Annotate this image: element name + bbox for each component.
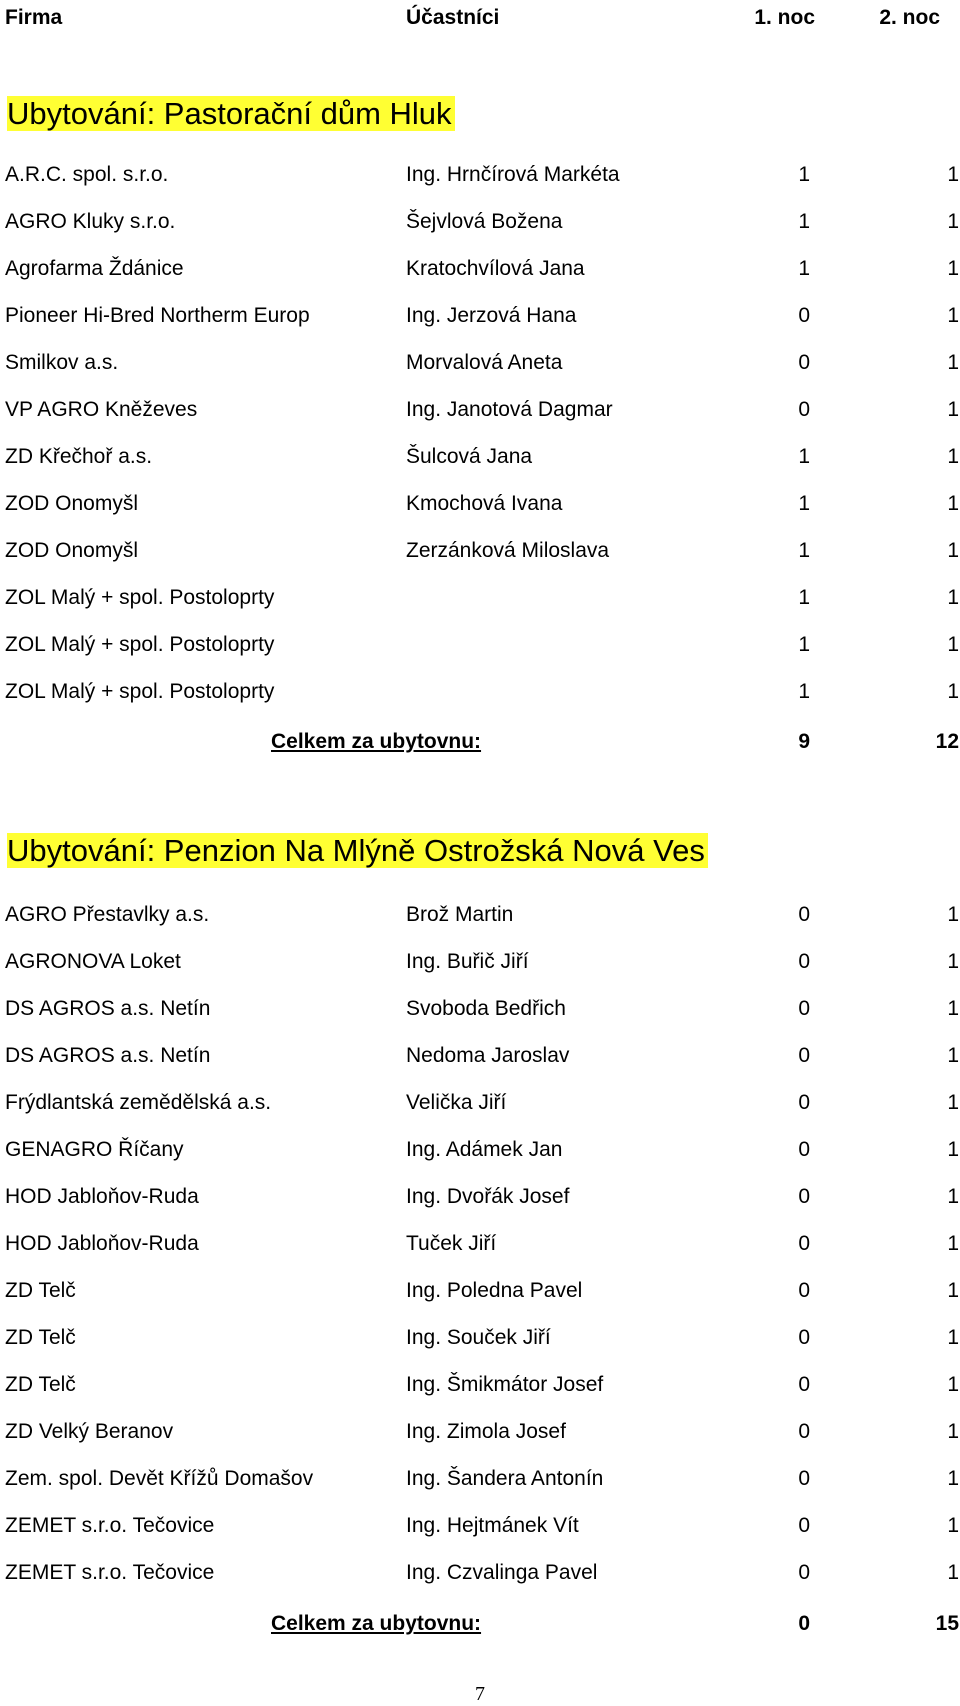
table-row [0,1417,960,1447]
person-cell: Ing. Hejtmánek Vít [406,1514,579,1537]
section-1-total [0,727,960,757]
person-cell: Šulcová Jana [406,445,533,468]
total-night2: 12 [935,730,959,753]
person-cell: Ing. Šmikmátor Josef [406,1373,604,1396]
person-cell: Ing. Czvalinga Pavel [406,1561,598,1584]
person-cell: Velička Jiří [406,1091,507,1114]
person-cell: Ing. Buřič Jiří [406,950,529,973]
night1-cell: 0 [798,1420,810,1443]
night1-cell: 0 [798,997,810,1020]
person-cell: Morvalová Aneta [406,351,563,374]
night1-cell: 0 [798,1232,810,1255]
night1-cell: 0 [798,903,810,926]
night2-cell: 1 [947,1185,959,1208]
table-row [0,583,960,613]
night1-cell: 0 [798,1326,810,1349]
table-row [0,1323,960,1353]
night1-cell: 1 [798,163,810,186]
section-title-2 [5,831,710,871]
night2-cell: 1 [947,633,959,656]
night1-cell: 0 [798,398,810,421]
firm-cell: HOD Jabloňov-Ruda [5,1185,199,1208]
night1-cell: 0 [798,950,810,973]
table-row [0,301,960,331]
person-cell: Ing. Adámek Jan [406,1138,563,1161]
night2-cell: 1 [947,680,959,703]
night2-cell: 1 [947,1514,959,1537]
night2-cell: 1 [947,1232,959,1255]
firm-cell: ZD Telč [5,1373,76,1396]
table-row [0,1558,960,1588]
table-row [0,395,960,425]
firm-cell: Agrofarma Ždánice [5,257,184,280]
night2-cell: 1 [947,1326,959,1349]
night2-cell: 1 [947,210,959,233]
night1-cell: 1 [798,257,810,280]
table-row [0,1041,960,1071]
night1-cell: 0 [798,1185,810,1208]
night1-cell: 0 [798,1467,810,1490]
page-number: 7 [475,1683,485,1705]
night1-cell: 1 [798,492,810,515]
night2-cell: 1 [947,492,959,515]
table-row [0,1088,960,1118]
firm-cell: Zem. spol. Devět Křížů Domašov [5,1467,314,1490]
night2-cell: 1 [947,1373,959,1396]
table-row [0,677,960,707]
total-label: Celkem za ubytovnu: [271,730,482,753]
firm-cell: ZOL Malý + spol. Postoloprty [5,633,275,656]
night2-cell: 1 [947,950,959,973]
night1-cell: 0 [798,304,810,327]
night2-cell: 1 [947,997,959,1020]
firm-cell: ZEMET s.r.o. Tečovice [5,1514,215,1537]
night2-cell: 1 [947,163,959,186]
table-row [0,536,960,566]
firm-cell: Frýdlantská zemědělská a.s. [5,1091,272,1114]
table-row [0,1276,960,1306]
person-cell: Tuček Jiří [406,1232,497,1255]
total-label: Celkem za ubytovnu: [271,1612,482,1635]
night2-cell: 1 [947,539,959,562]
person-cell: Ing. Hrnčírová Markéta [406,163,620,186]
table-row [0,1370,960,1400]
firm-cell: AGRONOVA Loket [5,950,181,973]
table-row [0,1229,960,1259]
person-cell: Ing. Šandera Antonín [406,1467,604,1490]
header-firm: Firma [5,6,63,29]
table-row [0,947,960,977]
firm-cell: VP AGRO Kněževes [5,398,198,421]
firm-cell: ZOL Malý + spol. Postoloprty [5,586,275,609]
night1-cell: 0 [798,1044,810,1067]
person-cell: Brož Martin [406,903,514,926]
person-cell: Svoboda Bedřich [406,997,566,1020]
section-title-1 [5,94,457,134]
night1-cell: 1 [798,210,810,233]
table-row [0,1464,960,1494]
header-night1: 1. noc [754,6,815,29]
firm-cell: ZD Velký Beranov [5,1420,174,1443]
night1-cell: 0 [798,1091,810,1114]
firm-cell: A.R.C. spol. s.r.o. [5,163,169,186]
night1-cell: 0 [798,1138,810,1161]
night2-cell: 1 [947,1467,959,1490]
person-cell: Ing. Zimola Josef [406,1420,566,1443]
night1-cell: 1 [798,586,810,609]
table-row [0,160,960,190]
night2-cell: 1 [947,257,959,280]
table-row [0,1135,960,1165]
person-cell: Ing. Janotová Dagmar [406,398,613,421]
person-cell: Kratochvílová Jana [406,257,585,280]
night1-cell: 0 [798,1561,810,1584]
person-cell: Zerzánková Miloslava [406,539,610,562]
firm-cell: DS AGROS a.s. Netín [5,997,211,1020]
night2-cell: 1 [947,1044,959,1067]
firm-cell: DS AGROS a.s. Netín [5,1044,211,1067]
person-cell: Ing. Jerzová Hana [406,304,577,327]
table-row [0,207,960,237]
firm-cell: ZD Telč [5,1326,76,1349]
person-cell: Nedoma Jaroslav [406,1044,570,1067]
firm-cell: ZOL Malý + spol. Postoloprty [5,680,275,703]
firm-cell: ZEMET s.r.o. Tečovice [5,1561,215,1584]
night1-cell: 0 [798,351,810,374]
night2-cell: 1 [947,586,959,609]
section-title-1-text: Ubytování: Pastorační dům Hluk [7,96,455,131]
header-participants: Účastníci [406,6,500,29]
firm-cell: Smilkov a.s. [5,351,119,374]
table-row [0,1511,960,1541]
night1-cell: 0 [798,1279,810,1302]
table-row [0,630,960,660]
firm-cell: ZOD Onomyšl [5,539,139,562]
night1-cell: 1 [798,680,810,703]
person-cell: Šejvlová Božena [406,210,563,233]
table-row [0,442,960,472]
person-cell: Ing. Souček Jiří [406,1326,551,1349]
header-night2: 2. noc [879,6,940,29]
firm-cell: AGRO Kluky s.r.o. [5,210,176,233]
table-row [0,254,960,284]
firm-cell: ZD Telč [5,1279,76,1302]
night2-cell: 1 [947,351,959,374]
night2-cell: 1 [947,1138,959,1161]
night1-cell: 1 [798,445,810,468]
person-cell: Kmochová Ivana [406,492,563,515]
person-cell: Ing. Poledna Pavel [406,1279,583,1302]
table-row [0,1182,960,1212]
night2-cell: 1 [947,1561,959,1584]
night2-cell: 1 [947,304,959,327]
night2-cell: 1 [947,398,959,421]
firm-cell: AGRO Přestavlky a.s. [5,903,210,926]
night2-cell: 1 [947,903,959,926]
night2-cell: 1 [947,1420,959,1443]
total-night2: 15 [935,1612,959,1635]
section-2-total [0,1609,960,1639]
table-row [0,348,960,378]
firm-cell: GENAGRO Říčany [5,1138,184,1161]
night2-cell: 1 [947,1279,959,1302]
table-header [0,3,960,33]
night2-cell: 1 [947,1091,959,1114]
night2-cell: 1 [947,445,959,468]
firm-cell: ZOD Onomyšl [5,492,139,515]
night1-cell: 1 [798,539,810,562]
firm-cell: Pioneer Hi-Bred Northerm Europ [5,304,310,327]
night1-cell: 0 [798,1514,810,1537]
person-cell: Ing. Dvořák Josef [406,1185,570,1208]
night1-cell: 0 [798,1373,810,1396]
total-night1: 0 [798,1612,810,1635]
table-row [0,994,960,1024]
firm-cell: HOD Jabloňov-Ruda [5,1232,199,1255]
table-row [0,900,960,930]
firm-cell: ZD Křečhoř a.s. [5,445,153,468]
night1-cell: 1 [798,633,810,656]
section-title-2-text: Ubytování: Penzion Na Mlýně Ostrožská Nová Ves [7,833,708,868]
table-row [0,489,960,519]
total-night1: 9 [798,730,810,753]
